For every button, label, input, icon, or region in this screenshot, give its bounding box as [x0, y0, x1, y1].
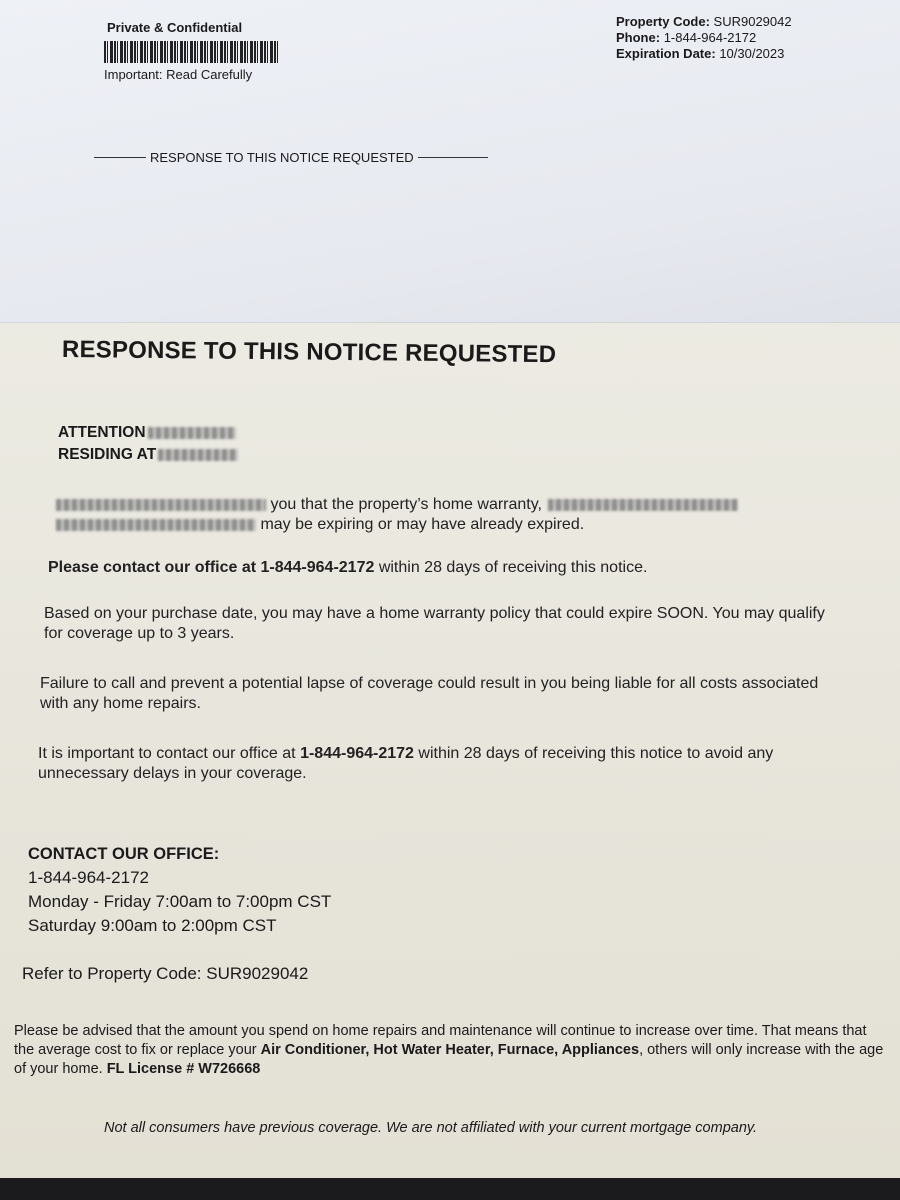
response-line-text: RESPONSE TO THIS NOTICE REQUESTED	[150, 150, 414, 165]
p4-a: It is important to contact our office at	[38, 745, 301, 762]
phone-value: 1-844-964-2172	[663, 30, 757, 45]
expiration-row	[616, 46, 792, 62]
redacted-name	[148, 427, 236, 439]
intro-paragraph	[54, 495, 754, 535]
envelope-window	[0, 0, 900, 323]
contact-phone: 1-844-964-2172	[28, 868, 149, 887]
p1-bold: Please contact our office at 1-844-964-2172	[48, 559, 375, 576]
intro-visible-b: may be expiring or may have already expired.	[260, 516, 585, 533]
p1-rest: within 28 days of receiving this notice.	[374, 559, 648, 576]
property-code-label: Property Code:	[616, 14, 710, 29]
disclaimer-paragraph	[14, 1022, 884, 1079]
attention-label: ATTENTION	[58, 424, 146, 441]
redacted-intro-mid	[56, 519, 256, 531]
divider-left	[94, 157, 146, 158]
private-confidential-label: Private & Confidential	[107, 20, 243, 35]
intro-visible-a: you that the property’s home warranty,	[270, 496, 542, 513]
barcode	[104, 41, 280, 63]
p4-b: within 28 days of receiving this notice to avoid any unnecessary delays in your coverage.	[38, 745, 774, 782]
contact-office-block	[28, 842, 331, 938]
fl-license: FL License # W726668	[106, 1061, 261, 1077]
refer-property-code: Refer to Property Code: SUR9029042	[22, 964, 309, 983]
phone-label: Phone:	[616, 30, 661, 45]
contact-heading: CONTACT OUR OFFICE:	[28, 845, 220, 863]
paragraph-contact-deadline	[48, 558, 848, 578]
redacted-warranty-name	[548, 499, 738, 511]
letter-headline: RESPONSE TO THIS NOTICE REQUESTED	[61, 336, 557, 369]
expiration-value: 10/30/2023	[719, 46, 785, 61]
property-code-value: SUR9029042	[713, 14, 792, 29]
disclaimer-a: Please be advised that the amount you spend on home repairs and maintenance will continue to increase over time. That means that the average cost to fix or replace your	[14, 1023, 867, 1058]
phone-row	[616, 30, 792, 46]
redacted-intro-start	[56, 499, 266, 511]
property-code-row	[616, 14, 792, 30]
residing-line	[58, 446, 238, 464]
property-info-block	[616, 14, 792, 62]
paragraph-lapse-warning: Failure to call and prevent a potential lapse of coverage could result in you being liable for all costs associated with any home repairs.	[40, 675, 819, 712]
attention-line	[58, 424, 236, 442]
paragraph-important-contact	[38, 744, 838, 784]
residing-label: RESIDING AT	[58, 446, 157, 463]
disclaimer-b: , others will only increase with the age of your home.	[14, 1042, 884, 1077]
response-requested-line	[90, 150, 492, 165]
sender-block	[104, 20, 280, 82]
redacted-address	[158, 449, 238, 461]
divider-right	[418, 157, 488, 158]
disclaimer-bold: Air Conditioner, Hot Water Heater, Furnace, Appliances	[260, 1042, 640, 1058]
p4-phone: 1-844-964-2172	[300, 745, 414, 762]
hours-saturday: Saturday 9:00am to 2:00pm CST	[28, 916, 277, 935]
expiration-label: Expiration Date:	[616, 46, 716, 61]
paragraph-purchase-date: Based on your purchase date, you may have a home warranty policy that could expire SOON. You may qualify for coverage up to 3 years.	[44, 605, 825, 642]
footnote: Not all consumers have previous coverage. We are not affiliated with your current mortgage company.	[104, 1120, 758, 1136]
important-label: Important: Read Carefully	[104, 67, 253, 82]
hours-weekday: Monday - Friday 7:00am to 7:00pm CST	[28, 892, 332, 911]
